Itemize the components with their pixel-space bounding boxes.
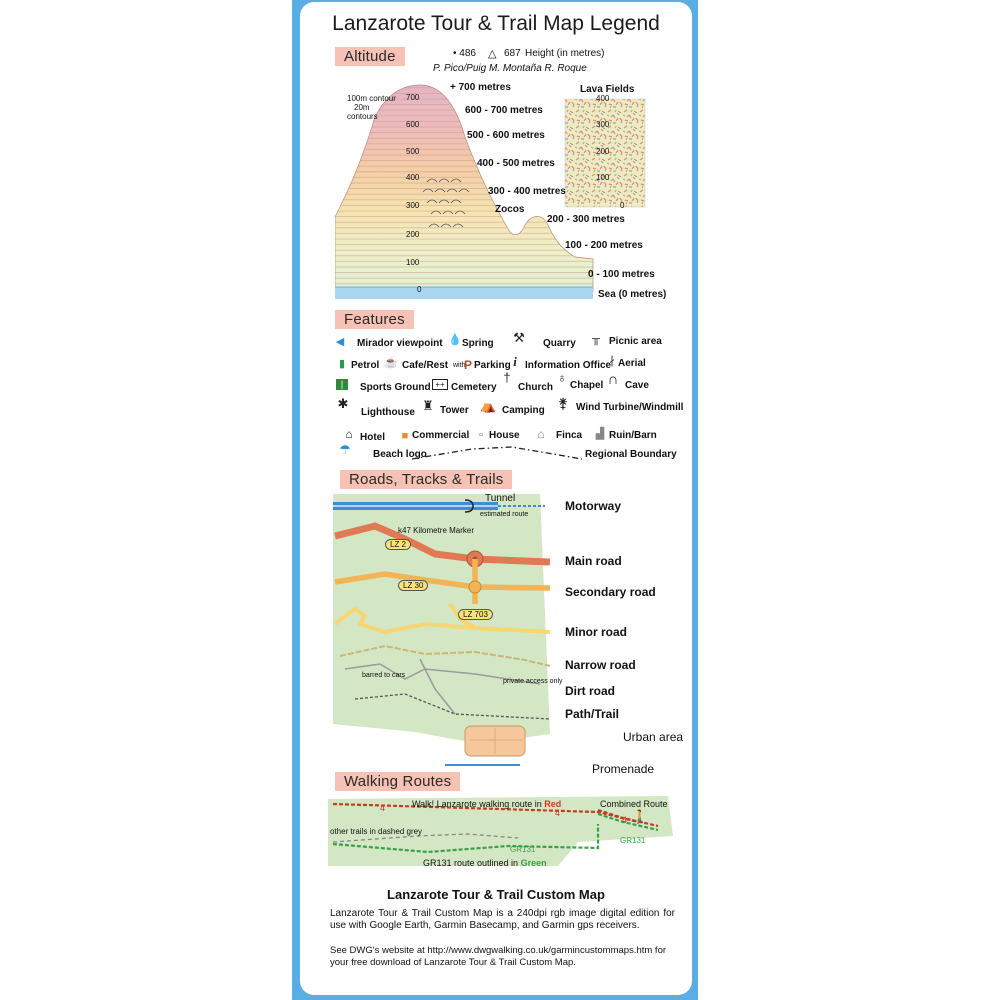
feature-tower: Tower xyxy=(440,405,469,416)
spot-height-triangle: 687 xyxy=(504,48,521,59)
feature-camping: Camping xyxy=(502,405,545,416)
feature-mirador: Mirador viewpoint xyxy=(357,338,443,349)
chapel-icon: ♁ xyxy=(557,370,567,385)
lava-tick-100: 100 xyxy=(596,173,610,182)
cafe-icon: ☕ xyxy=(384,357,398,369)
legend-title: Lanzarote Tour & Trail Map Legend xyxy=(332,12,660,35)
feature-chapel: Chapel xyxy=(570,380,604,391)
km-marker-label: k47 Kilometre Marker xyxy=(398,526,475,535)
mirador-icon: ◀ xyxy=(335,336,345,348)
gr-green-word: Green xyxy=(520,858,547,868)
contour-tick-0: 0 xyxy=(417,285,422,294)
walker-icon: 🚶 xyxy=(632,809,649,824)
combined-number: 4 xyxy=(622,815,628,825)
lava-tick-0: 0 xyxy=(620,201,625,210)
barred-label: barred to cars xyxy=(362,672,406,679)
lz703-shield: LZ 703 xyxy=(458,609,493,620)
aerial-icon: ∤ xyxy=(609,355,615,367)
lz30-shield: LZ 30 xyxy=(398,580,428,591)
contour-tick-600: 600 xyxy=(406,120,420,129)
custom-map-para-1: Lanzarote Tour & Trail Custom Map is a 240dpi rgb image digital edition for use with Google Earth, Garmin Basecamp, and Garmin gps receivers. xyxy=(330,908,675,931)
tunnel-label: Tunnel xyxy=(485,493,516,504)
band-400-500: 400 - 500 metres xyxy=(477,158,555,169)
feature-wind: Wind Turbine/Windmill xyxy=(576,402,684,413)
feature-hotel: Hotel xyxy=(360,432,385,443)
commercial-icon: ■ xyxy=(401,430,409,442)
lava-tick-400: 400 xyxy=(596,94,610,103)
estimated-route-label: estimated route xyxy=(480,511,529,518)
feature-spring: Spring xyxy=(462,338,494,349)
combined-gr131: GR131 xyxy=(620,836,646,845)
band-700-plus: + 700 metres xyxy=(450,82,511,93)
feature-information: Information Office xyxy=(525,360,612,371)
feature-quarry: Quarry xyxy=(543,338,576,349)
feature-commercial: Commercial xyxy=(412,430,470,441)
road-dirt: Dirt road xyxy=(565,684,616,698)
walk-route-note: Walk! Lanzarote walking route in Red xyxy=(412,799,562,809)
feature-cafe: Cafe/Rest xyxy=(402,360,449,371)
band-600-700: 600 - 700 metres xyxy=(465,105,543,116)
lighthouse-icon: ✱ xyxy=(337,396,349,411)
quarry-icon: ⚒ xyxy=(513,330,525,345)
feature-parking: Parking xyxy=(474,360,511,371)
road-motorway: Motorway xyxy=(565,499,622,513)
road-minor: Minor road xyxy=(565,625,627,639)
petrol-icon: ▮ xyxy=(338,358,346,370)
walk-route-number-a: 4 xyxy=(380,803,386,813)
sports-ground-icon: | xyxy=(336,379,348,390)
lava-tick-300: 300 xyxy=(596,120,610,129)
contour-note-100m: 100m contour xyxy=(347,94,396,103)
feature-picnic: Picnic area xyxy=(609,336,662,347)
information-icon: i xyxy=(513,354,517,369)
other-trails-label: other trails in dashed grey xyxy=(330,827,423,836)
custom-map-heading: Lanzarote Tour & Trail Custom Map xyxy=(387,887,605,902)
section-features: Features xyxy=(335,310,414,329)
promenade-label: Promenade xyxy=(592,762,655,776)
triangulation-icon: △ xyxy=(488,48,497,60)
zocos-label: Zocos xyxy=(495,204,525,215)
feature-petrol: Petrol xyxy=(351,360,380,371)
spring-icon: 💧 xyxy=(448,334,462,346)
contour-tick-300: 300 xyxy=(406,201,420,210)
gr131-tag: GR131 xyxy=(510,845,536,854)
band-sea: Sea (0 metres) xyxy=(598,289,667,300)
band-500-600: 500 - 600 metres xyxy=(467,130,545,141)
camping-icon: ⛺ xyxy=(480,398,497,413)
feature-cave: Cave xyxy=(625,380,649,391)
legend-card xyxy=(300,2,692,995)
roads-sample-map xyxy=(325,494,550,769)
combined-route-label: Combined Route xyxy=(600,799,668,809)
contour-tick-500: 500 xyxy=(406,147,420,156)
lava-fields-label: Lava Fields xyxy=(580,84,635,95)
feature-church: Church xyxy=(518,382,553,393)
contour-tick-400: 400 xyxy=(406,173,420,182)
band-100-200: 100 - 200 metres xyxy=(565,240,643,251)
section-altitude: Altitude xyxy=(335,47,405,66)
section-walking: Walking Routes xyxy=(335,772,460,791)
feature-ruin: Ruin/Barn xyxy=(609,430,657,441)
contour-tick-200: 200 xyxy=(406,230,420,239)
lz2-shield: LZ 2 xyxy=(385,539,411,550)
tower-icon: ♜ xyxy=(422,398,434,413)
feature-finca: Finca xyxy=(556,430,583,441)
band-300-400: 300 - 400 metres xyxy=(488,186,566,197)
feature-cafe-with: with xyxy=(453,362,466,369)
cemetery-icon: ++ xyxy=(432,379,448,390)
parking-icon: P xyxy=(464,358,473,372)
road-path: Path/Trail xyxy=(565,707,620,721)
custom-map-para-2: See DWG's website at http://www.dwgwalking.co.uk/garmincustommaps.htm for your free download of Lanzarote Tour & Trail Custom Map. xyxy=(330,945,667,968)
gr131-outline-note: GR131 route outlined in Green xyxy=(423,858,547,868)
band-200-300: 200 - 300 metres xyxy=(547,214,625,225)
road-narrow: Narrow road xyxy=(565,658,636,672)
spot-height-dot: • 486 xyxy=(453,48,476,59)
wind-turbine-icon: ⚵ xyxy=(557,395,569,411)
band-0-100: 0 - 100 metres xyxy=(588,269,655,280)
feature-house: House xyxy=(489,430,520,441)
road-main: Main road xyxy=(565,554,622,568)
feature-cemetery: Cemetery xyxy=(451,382,497,393)
ruin-icon: ▟ xyxy=(595,428,605,440)
contour-tick-100: 100 xyxy=(406,258,420,267)
finca-icon: ⌂ xyxy=(537,427,545,441)
feature-aerial: Aerial xyxy=(618,358,646,369)
abbreviations: P. Pico/Puig M. Montaña R. Roque xyxy=(433,63,587,74)
urban-area-label: Urban area xyxy=(623,730,684,744)
picnic-icon: ╥ xyxy=(592,333,600,345)
beach-icon: ☂ xyxy=(339,442,351,457)
church-icon: † xyxy=(503,370,511,385)
private-label: private access only xyxy=(503,678,563,685)
section-roads: Roads, Tracks & Trails xyxy=(340,470,512,489)
regional-boundary-line xyxy=(412,445,592,463)
walk-route-red-word: Red xyxy=(544,799,562,809)
lava-tick-200: 200 xyxy=(596,147,610,156)
house-icon: ▫ xyxy=(479,429,483,441)
hotel-icon: ⌂ xyxy=(345,427,353,441)
feature-regional: Regional Boundary xyxy=(585,449,677,460)
feature-sports: Sports Ground xyxy=(360,382,431,393)
cave-icon: ∩ xyxy=(607,371,619,388)
contour-tick-700: 700 xyxy=(406,93,420,102)
contour-note-20m: 20m xyxy=(354,103,370,112)
walk-route-number-b: 4 xyxy=(555,808,561,818)
height-note: Height (in metres) xyxy=(525,48,605,59)
contour-note-contours: contours xyxy=(347,112,378,121)
feature-lighthouse: Lighthouse xyxy=(361,407,415,418)
feature-beach: Beach logo xyxy=(373,449,427,460)
road-secondary: Secondary road xyxy=(565,585,656,599)
